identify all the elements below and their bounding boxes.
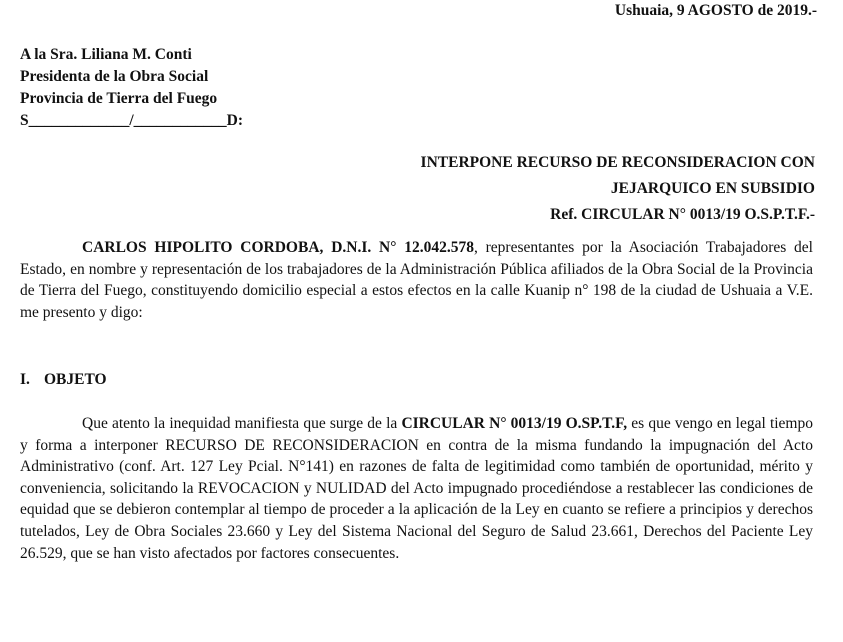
intro-paragraph: CARLOS HIPOLITO CORDOBA, D.N.I. N° 12.042.578, representantes por la Asociación Trabajadores del Estado, en nombre y representación de los trabajadores de la Administración Pública afiliados de la Obra Social de la Provincia de Tierra del Fuego, constituyendo domicilio especial a estos efectos en la calle Kuanip n° 198 de la ciudad de Ushuaia a V.E. me presento y digo: [20, 239, 813, 321]
signatory-dni: D.N.I. N° 12.042.578 [331, 239, 474, 256]
subject-line-1: INTERPONE RECURSO DE RECONSIDERACION CON [420, 154, 815, 171]
intro-text: , representantes por la Asociación Trabajadores del Estado, en nombre y representación de los trabajadores de la Administración Pública afiliados de la Obra Social de la Provincia de Tierra del Fuego, constituyendo domicilio especial a estos efectos en la calle Kuanip n° 198 de la ciudad de Ushuaia a V.E. me presento y digo: [20, 239, 813, 321]
addressee-name: A la Sra. Liliana M. Conti [20, 46, 192, 63]
subject-line-2: JEJARQUICO EN SUBSIDIO [610, 180, 815, 197]
objeto-text-after: es que vengo en legal tiempo y forma a interponer RECURSO DE RECONSIDERACION en contra de la misma fundando la impugnación del Acto Administrativo (conf. Art. 127 Ley Pcial. N°141) en razones de falta de legitimidad como también de oportunidad, mérito y conveniencia, solicitando la REVOCACION y NULIDAD del Acto impugnado procediéndose a restablecer las condiciones de equidad que se debieron contemplar al tiempo de proceder a la aplicación de la Ley en cuanto se refiere a principios y derechos tutelados, Ley de Obra Sociales 23.660 y Ley del Sistema Nacional del Seguro de Salud 23.661, Derechos del Paciente Ley 26.529, que se han visto afectados por factores consecuentes. [20, 415, 813, 562]
objeto-circular-ref: CIRCULAR N° 0013/19 O.SP.T.F, [401, 415, 628, 432]
subject-reference: Ref. CIRCULAR N° 0013/19 O.S.P.T.F.- [550, 206, 815, 223]
subject-block [255, 150, 815, 228]
section-number: I. [20, 371, 30, 388]
objeto-text-before: Que atento la inequidad manifiesta que surge de la [82, 415, 402, 432]
objeto-paragraph [20, 413, 813, 564]
section-heading-objeto [20, 371, 107, 389]
addressee-salutation: S_____________/____________D: [20, 112, 244, 129]
addressee-block [20, 44, 243, 132]
signatory-name: CARLOS HIPOLITO CORDOBA [82, 239, 320, 256]
addressee-province: Provincia de Tierra del Fuego [20, 90, 218, 107]
section-title: OBJETO [44, 371, 107, 388]
document-date: Ushuaia, 9 AGOSTO de 2019.- [614, 2, 817, 19]
addressee-position: Presidenta de la Obra Social [20, 68, 209, 85]
